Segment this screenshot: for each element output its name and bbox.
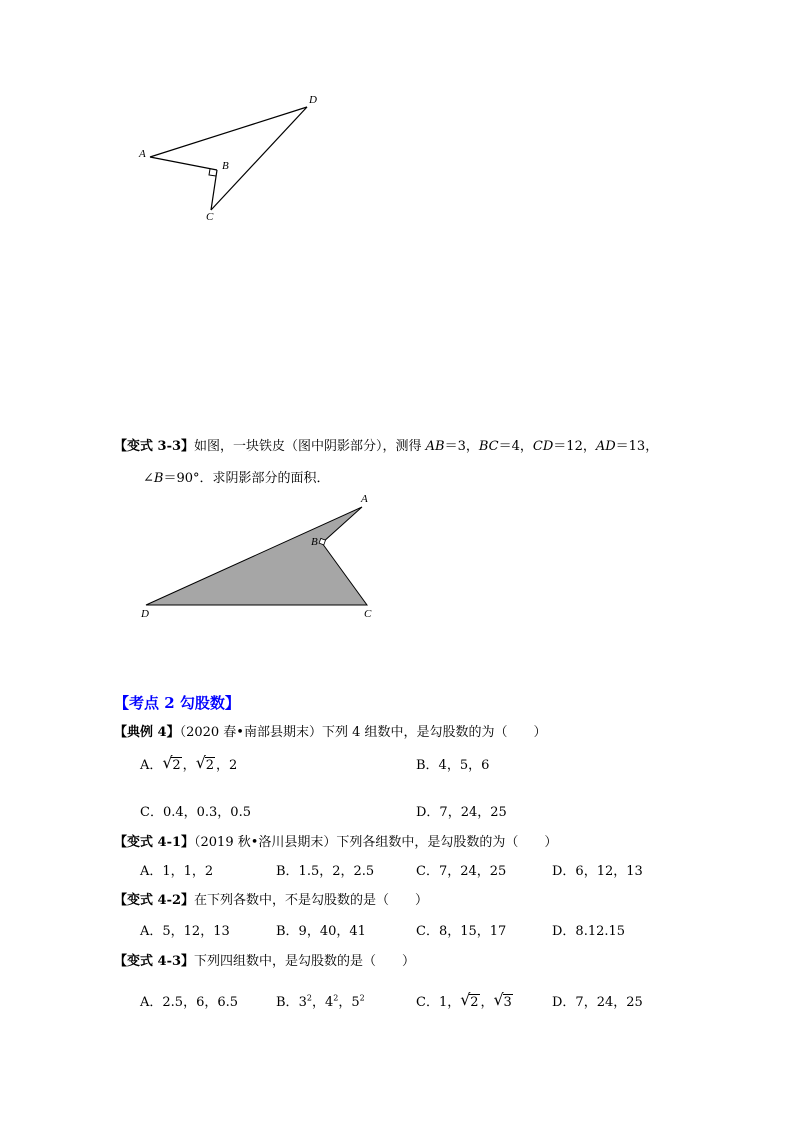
problem-bianshi-3-3-line1 [114,438,658,456]
radical-symbol: √ [195,753,206,772]
option-label: B． [276,995,299,1010]
fig2-label-c: C [364,608,372,620]
sep: ， [311,995,325,1010]
segment-ab [150,157,217,170]
var-ad: AD [595,439,616,454]
option-b [276,994,365,1012]
val-ab: ＝3， [444,439,479,454]
problem-dianli-4 [114,724,547,742]
problem-tag: 【变式 4-1】 [114,835,195,850]
option-a: A．2.5，6，6.5 [140,995,239,1010]
var-bc: BC [478,439,499,454]
fig2-label-a: A [361,493,368,505]
angle-text: ＝90°．求阴影部分的面积． [163,471,330,486]
section-heading-pythagorean-triples: 【考点 2 勾股数】 [114,694,240,712]
problem-text: 如图，一块铁皮（图中阴影部分），测得 [194,439,426,454]
sep: ， [338,995,352,1010]
tail: ，2 [215,758,238,773]
sep: ， [182,758,196,773]
fig2-label-b: B [311,536,318,548]
option-a: A．5，12，13 [140,924,230,939]
var-angle-b: B [153,471,164,486]
exponent: 2 [359,993,365,1003]
shaded-region [146,507,367,605]
fig1-label-c: C [206,211,214,223]
radical [493,990,513,1012]
option-b: B．4，5，6 [416,758,490,773]
problem-bianshi-4-1 [114,834,557,852]
problem-tag: 【变式 4-3】 [114,954,195,969]
exponent: 2 [306,993,312,1003]
option-a: A．1，1，2 [140,864,214,879]
var-cd: CD [532,439,554,454]
option-c: C．8，15，17 [416,924,507,939]
option-c: C．0.4，0.3，0.5 [140,805,251,820]
fig1-label-a: A [139,148,146,160]
problem-tag: 【变式 4-2】 [114,893,195,908]
var-ab: AB [425,439,445,454]
option-c: C．7，24，25 [416,864,507,879]
radical [460,990,479,1012]
problem-bianshi-3-3-line2 [143,470,330,488]
problem-text: （2020 春•南部县期末）下列 4 组数中，是勾股数的为（ ） [179,725,547,740]
radical [195,753,215,775]
problem-bianshi-4-2 [114,892,428,910]
angle-symbol: ∠ [143,471,154,486]
radical-symbol: √ [460,990,471,1009]
val-ad: ＝13， [615,439,659,454]
problem-text: 下列四组数中，是勾股数的是（ ） [194,954,416,969]
base: 4 [324,995,334,1010]
fig1-label-b: B [222,160,229,172]
base: 3 [298,995,307,1010]
right-angle-mark-b2 [319,538,325,544]
radicand: 2 [205,758,214,773]
option-b: B．9，40，41 [276,924,366,939]
figure-shaded-iron-sheet [146,507,367,605]
problem-tag: 【变式 3-3】 [114,439,195,454]
problem-text: （2019 秋•洛川县期末）下列各组数中，是勾股数的为（ ） [194,835,558,850]
val-cd: ＝12， [553,439,596,454]
option-d: D．7，24，25 [552,995,643,1010]
option-d: D．8.12.15 [552,924,626,939]
radical [162,753,181,775]
radicand: 2 [470,995,479,1010]
exponent: 2 [333,993,339,1003]
fig2-label-d: D [141,608,149,620]
option-d: D．7，24，25 [416,805,507,820]
problem-tag: 【典例 4】 [114,725,180,740]
radical-symbol: √ [493,990,504,1009]
option-a [140,753,238,775]
option-label: A． [140,758,163,773]
option-b: B．1.5，2，2.5 [276,864,375,879]
val-bc: ＝4， [498,439,533,454]
option-d: D．6，12，13 [552,864,643,879]
problem-bianshi-4-3 [114,953,415,971]
radicand: 2 [172,758,181,773]
option-label: C．1， [416,995,461,1010]
base: 5 [351,995,360,1010]
radicand: 3 [503,995,512,1010]
option-c [416,990,514,1012]
problem-text: 在下列各数中，不是勾股数的是（ ） [194,893,429,908]
radical-symbol: √ [162,753,173,772]
fig1-label-d: D [309,94,317,106]
sep: ， [480,995,494,1010]
